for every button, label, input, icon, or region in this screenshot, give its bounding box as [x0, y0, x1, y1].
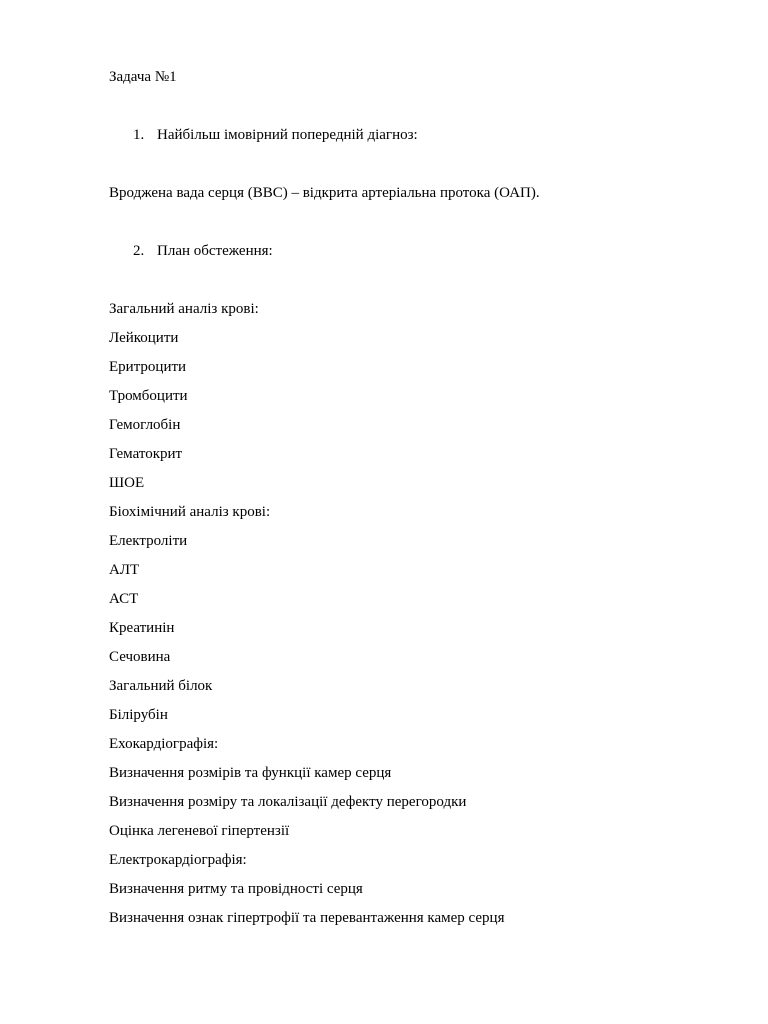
plan-item: Гематокрит: [109, 446, 183, 462]
plan-item: Загальний білок: [109, 678, 213, 694]
plan-item: Тромбоцити: [109, 388, 188, 404]
section-2-number: 2.: [133, 243, 145, 259]
section-1-heading: [0, 128, 768, 146]
biochem-heading: Біохімічний аналіз крові:: [109, 504, 271, 520]
plan-item: Гемоглобін: [109, 417, 181, 433]
plan-item: Білірубін: [109, 707, 168, 723]
plan-item: Оцінка легеневої гіпертензії: [109, 823, 290, 839]
diagnosis-text: Вроджена вада серця (ВВС) – відкрита артеріальна протока (ОАП).: [109, 185, 540, 201]
plan-item: Еритроцити: [109, 359, 187, 375]
plan-item: Визначення розміру та локалізації дефекту перегородки: [109, 794, 467, 810]
plan-item: АЛТ: [109, 562, 140, 578]
plan-item: Визначення розмірів та функції камер серця: [109, 765, 392, 781]
plan-item: АСТ: [109, 591, 139, 607]
section-1-number: 1.: [133, 127, 145, 143]
plan-item: ШОЕ: [109, 475, 145, 491]
echo-heading: Ехокардіографія:: [109, 736, 219, 752]
ecg-heading: Електрокардіографія:: [109, 852, 247, 868]
plan-item: Сечовина: [109, 649, 171, 665]
task-title: Задача №1: [109, 69, 177, 85]
section-1-text: Найбільш імовірний попередній діагноз:: [157, 127, 418, 143]
plan-item: Визначення ознак гіпертрофії та перевантаження камер серця: [109, 910, 505, 926]
plan-item: Електроліти: [109, 533, 188, 549]
section-2-text: План обстеження:: [157, 243, 273, 259]
blood-test-heading: Загальний аналіз крові:: [109, 301, 259, 317]
plan-item: Визначення ритму та провідності серця: [109, 881, 363, 897]
section-2-heading: [0, 244, 768, 262]
plan-item: Лейкоцити: [109, 330, 179, 346]
plan-item: Креатинін: [109, 620, 175, 636]
